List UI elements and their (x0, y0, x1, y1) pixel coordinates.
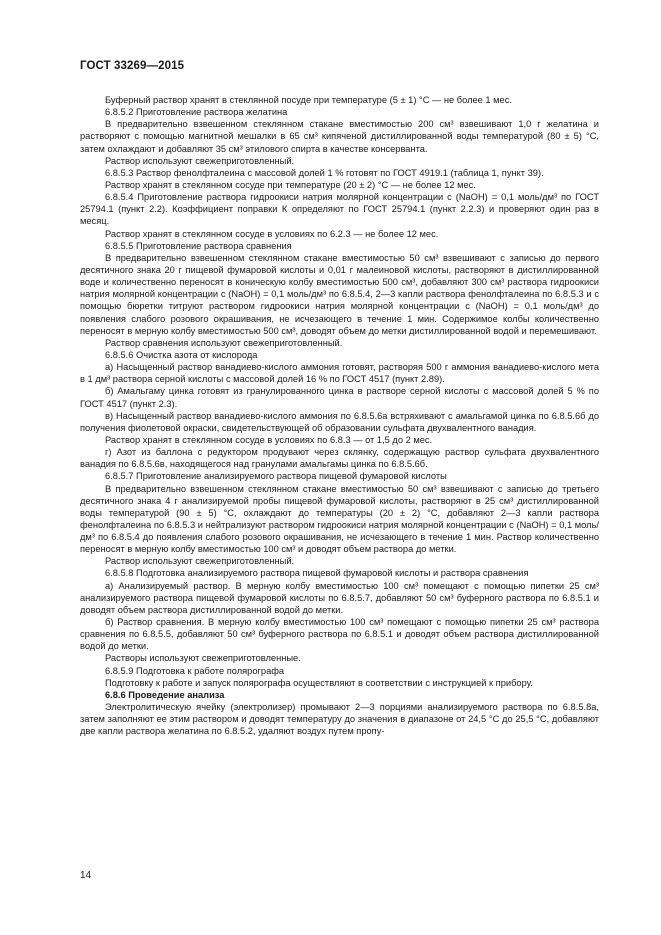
section-heading: 6.8.5.5 Приготовление раствора сравнения (105, 240, 292, 251)
list-item: в) Насыщенный раствор ванадиево-кислого аммония по 6.8.5.6а встряхивают с амальгамой цинка по 6.8.5.6б до получения фиолетовой окраски, свидетельствующей об образовании сульфата двухвалентного ванадия. (80, 410, 599, 433)
document-body (80, 94, 599, 737)
section-heading-bold: 6.8.6 Проведение анализа (105, 689, 225, 700)
paragraph: В предварительно взвешенном стеклянном стакане вместимостью 50 см³ взвешивают с записью до первого десятичного знака 20 г пищевой фумаровой кислоты и 0,01 г малеиновой кислоты, растворяют в дистиллированной воде и количественно переносят в коническую колбу вместимостью 500 см³, добавляют 300 см³ раствора гидроокиси натрия молярной концентрации с (NaOH) = 0,1 моль/дм³ по 6.8.5.4, 2—3 капли раствора фенолфталеина по 6.8.5.3 и с помощью бюретки титруют раствором гидроокиси натрия молярной концентрации с (NaOH) = 0,1 моль/дм³ до появления слабого розового окрашивания, не исчезающего в течение 1 мин. Содержимое колбы количественно переносят в мерную колбу вместимостью 500 см³, доводят объем до метки дистиллированной водой и перемешивают. (80, 252, 599, 336)
paragraph: Раствор сравнения используют свежеприготовленный. (105, 337, 343, 348)
paragraph: Буферный раствор хранят в стеклянной посуде при температуре (5 ± 1) °С — не более 1 мес. (105, 95, 512, 105)
paragraph: Раствор хранят в стеклянном сосуде при температуре (20 ± 2) °С — не более 12 мес. (105, 179, 476, 190)
paragraph: Подготовку к работе и запуск полярографа осуществляют в соответствии с инструкцией к прибору. (105, 677, 533, 688)
paragraph: Электролитическую ячейку (электролизер) промывают 2—3 порциями анализируемого раствора по 6.8.5.8а, затем заполняют ее этим раствором и доводят температуру до значения в диапазоне от 24,5 °С до 25,5 °С, добавляют две капли раствора желатина по 6.8.5.2, удаляют воздух путем пропу- (80, 702, 599, 737)
paragraph: Раствор используют свежеприготовленный. (105, 155, 295, 166)
section-heading: 6.8.5.8 Подготовка анализируемого раствора пищевой фумаровой кислоты и раствора сравнения (105, 568, 529, 579)
list-item: г) Азот из баллона с редуктором продувают через склянку, содержащую раствор сульфата двухвалентного ванадия по 6.8.5.6в, находящегося над гранулами амальгамы цинка по 6.8.5.6б. (80, 447, 599, 470)
paragraph: В предварительно взвешенном стеклянном стакане вместимостью 200 см³ взвешивают 1,0 г желатина и растворяют с помощью магнитной мешалки в 65 см³ кипяченой дистиллированной воды температурой (80 ± 5) °С, затем охлаждают и добавляют 35 см³ этилового спирта в качестве консерванта. (80, 119, 599, 154)
section-heading: 6.8.5.6 Очистка азота от кислорода (105, 349, 258, 360)
paragraph: 6.8.5.4 Приготовление раствора гидроокиси натрия молярной концентрации с (NaOH) = 0,1 моль/дм³ по ГОСТ 25794.1 (пункт 2.2). Коэффициент поправки К определяют по ГОСТ 25794.1 (пункт 2.2.3) и проверяют один раз в месяц. (80, 192, 599, 227)
section-heading: 6.8.5.2 Приготовление раствора желатина (105, 107, 288, 118)
list-item: а) Анализируемый раствор. В мерную колбу вместимостью 100 см³ помещают с помощью пипетки 25 см³ анализируемого раствора пищевой фумаровой кислоты по 6.8.5.7, добавляют 50 см³ буферного раствора по 6.8.5.1 и доводят объем раствора дистиллированной водой до метки. (80, 580, 599, 615)
paragraph: Раствор хранят в стеклянном сосуде в условиях по 6.2.3 — не более 12 мес. (105, 228, 439, 239)
section-heading: 6.8.5.7 Приготовление анализируемого раствора пищевой фумаровой кислоты (105, 471, 447, 482)
paragraph: 6.8.5.3 Раствор фенолфталеина с массовой долей 1 % готовят по ГОСТ 4919.1 (таблица 1, пункт 39). (105, 167, 544, 178)
page-number: 14 (80, 870, 92, 881)
paragraph: Растворы используют свежеприготовленные. (105, 653, 301, 664)
paragraph: В предварительно взвешенном стеклянном стакане вместимостью 50 см³ взвешивают с записью до третьего десятичного знака 4 г анализируемой пробы пищевой фумаровой кислоты, растворяют в 25 см³ дистиллированной воды температурой (90 ± 5) °С, охлаждают до температуры (20 ± 2) °С, добавляют 2—3 капли раствора фенолфталеина по 6.8.5.3 и нейтрализуют раствором гидроокиси натрия молярной концентрации с (NaOH) = 0,1 моль/дм³ по 6.8.5.4 до появления слабого розового окрашивания, не исчезающего в течение 1 мин. Раствор количественно переносят в мерную колбу вместимостью 100 см³ и доводят объем раствора до метки. (80, 483, 599, 555)
list-item: б) Амальгаму цинка готовят из гранулированного цинка в растворе серной кислоты с массовой долей 5 % по ГОСТ 4517 (пункт 2.3). (80, 386, 599, 409)
paragraph: Раствор используют свежеприготовленный. (105, 556, 295, 567)
list-item: б) Раствор сравнения. В мерную колбу вместимостью 100 см³ помещают с помощью пипетки 25 см³ раствора сравнения по 6.8.5.5, добавляют 50 см³ буферного раствора по 6.8.5.1 и доводят объем раствора дистиллированной водой до метки. (80, 617, 599, 652)
list-item: а) Насыщенный раствор ванадиево-кислого аммония готовят, растворяя 500 г аммония ванадиево-кислого мета в 1 дм³ раствора серной кислоты с массовой долей 16 % по ГОСТ 4517 (пункт 2.89). (80, 362, 599, 385)
section-heading: 6.8.5.9 Подготовка к работе полярографа (105, 665, 285, 676)
paragraph: Раствор хранят в стеклянном сосуде в условиях по 6.8.3 — от 1,5 до 2 мес. (105, 434, 433, 445)
standard-header: ГОСТ 33269—2015 (80, 60, 185, 72)
